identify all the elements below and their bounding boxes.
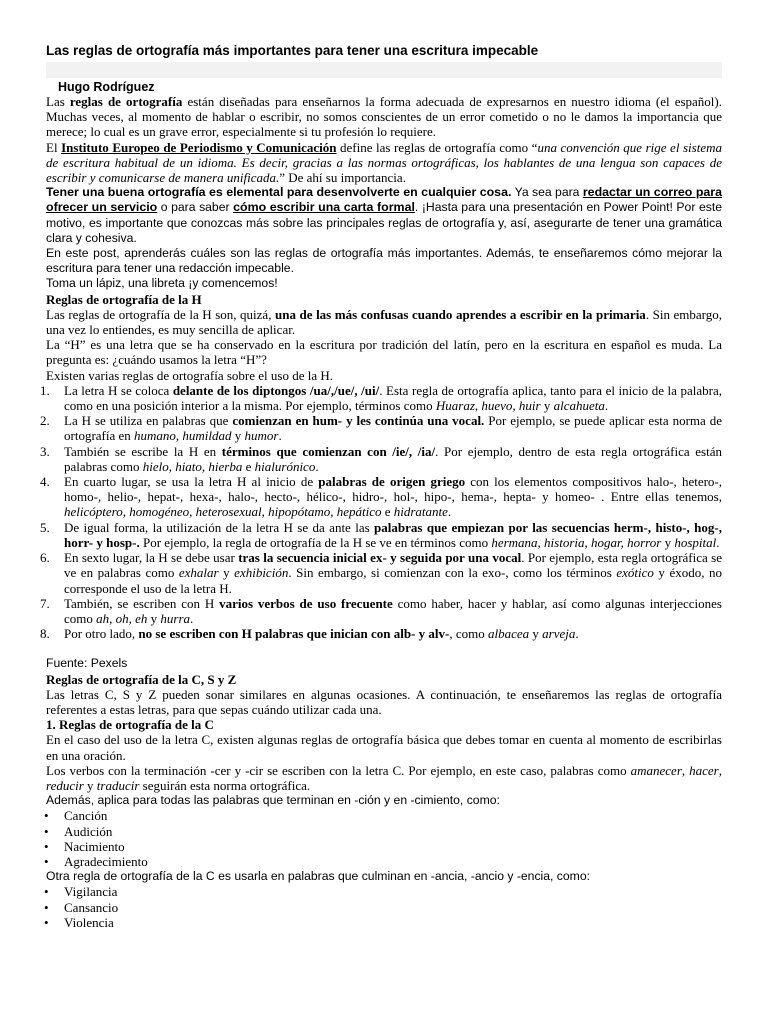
list-item: 3. También se escribe la H en términos que comienzan con /ie/, /ia/. Por ejemplo, dentro de esta regla ortográfica están palabras como hielo, hiato, hierba e hialurónico. (40, 443, 722, 474)
section-h-heading: Reglas de ortografía de la H (46, 291, 202, 307)
intro-paragraph-1: Las reglas de ortografía están diseñadas para enseñarnos la forma adecuada de expresarnos en nuestro idioma (el español). Muchas veces, al momento de hablar o escribir, no somos conscientes de un error cometido o no le damos la importancia que merece; lo cual es un grave error, especialmente si tu profesión lo requiere. (46, 94, 722, 140)
intro-paragraph-5: Toma un lápiz, una libreta ¡y comencemos! (46, 276, 278, 291)
list-item: 4. En cuarto lugar, se usa la letra H al inicio de palabras de origen griego con los elementos compositivos halo-, hetero-, homo-, helio-, hepat-, hexa-, halo-, hecto-, hélico-, hidro-, hol-, hipo-, hema-, hepta- y homeo- . Entre ellas tenemos, helicóptero, homogéneo, heterosexual, hipopótamo, hepático e hidratante. (40, 474, 722, 520)
list-item: • Cansancio (44, 899, 119, 915)
carta-formal-link[interactable]: cómo escribir una carta formal (233, 200, 415, 215)
list-item: • Audición (44, 823, 113, 839)
section-c-paragraph-3: Además, aplica para todas las palabras que terminan en -ción y en -cimiento, como: (46, 793, 500, 808)
intro-paragraph-2: El Instituto Europeo de Periodismo y Comunicación define las reglas de ortografía como “una convención que rige el sistema de escritura habitual de un idioma. Es decir, gracias a las normas ortográficas, los hablantes de una lengua son capaces de escribir y comunicarse de manera unificada.” De ahí su importancia. (46, 139, 722, 186)
h-rules-list (40, 382, 723, 642)
section-c-paragraph-1: En el caso del uso de la letra C, existen algunas reglas de ortografía básica que debes tomar en cuenta al momento de escribirlas en una oración. (46, 732, 722, 763)
list-item: • Vigilancia (44, 884, 118, 900)
institute-link[interactable]: Instituto Europeo de Periodismo y Comunicación (61, 139, 337, 155)
section-c-paragraph-2: Los verbos con la terminación -cer y -cir se escriben con la letra C. Por ejemplo, en este caso, palabras como amanecer, hacer, reducir y traducir seguirán esta norma ortográfica. (46, 762, 722, 793)
list-item: • Violencia (44, 914, 114, 930)
document-body (40, 94, 723, 930)
section-h-paragraph-2: La “H” es una letra que se ha conservado en la escritura por tradición del latín, pero en la escritura en español es muda. La pregunta es: ¿cuándo usamos la letra “H”? (46, 337, 722, 368)
list-item: • Canción (44, 808, 108, 824)
list-item: 6. En sexto lugar, la H se debe usar tras la secuencia inicial ex- y seguida por una vocal. Por ejemplo, esta regla ortográfica se ve en palabras como exhalar y exhibición. Sin embargo, si comienzan con la exo-, como los términos exótico y éxodo, no corresponde el uso de la letra H. (40, 550, 722, 596)
list-item: • Agradecimiento (44, 853, 148, 869)
spacer (46, 641, 722, 656)
author-name: Hugo Rodríguez (58, 80, 155, 94)
intro-paragraph-3: Tener una buena ortografía es elemental para desenvolverte en cualquier cosa. Ya sea para redactar un correo para ofrecer un servicio o para saber cómo escribir una carta formal. ¡Hasta para una presentación en Power Point! Por este motivo, es importante que conozcas más sobre las principales reglas de ortografía y, así, asegurarte de tener una gramática clara y cohesiva. (46, 185, 723, 245)
image-source: Fuente: Pexels (46, 656, 128, 671)
list-item: 2. La H se utiliza en palabras que comienzan en hum- y les continúa una vocal. Por ejemplo, se puede aplicar esta norma de ortografía en humano, humildad y humor. (40, 413, 723, 444)
list-item: 1. La letra H se coloca delante de los diptongos /ua/,/ue/, /ui/. Esta regla de ortografía aplica, tanto para el inicio de la palabra, como en una posición interior a la misma. Por ejemplo, términos como Huaraz, huevo, huir y alcahueta. (40, 382, 722, 414)
section-h-paragraph-3: Existen varias reglas de ortografía sobre el uso de la H. (46, 367, 333, 383)
list-item: 8. Por otro lado, no se escriben con H palabras que inician con alb- y alv-, como albacea y arveja. (40, 626, 579, 642)
redactar-correo-link[interactable]: redactar un correo para ofrecer un servicio (46, 185, 723, 215)
section-csz-heading: Reglas de ortografía de la C, S y Z (46, 671, 237, 687)
cion-words-list (46, 808, 722, 869)
section-csz-paragraph-1: Las letras C, S y Z pueden sonar similares en algunas ocasiones. A continuación, te enseñaremos las reglas de ortografía referentes a estas letras, para que sepas cuándo utilizar cada una. (46, 686, 722, 717)
list-item: • Nacimiento (44, 838, 125, 854)
section-h-paragraph-1: Las reglas de ortografía de la H son, quizá, una de las más confusas cuando aprendes a escribir en la primaria. Sin embargo, una vez lo entiendes, es muy sencilla de aplicar. (46, 306, 722, 338)
intro-paragraph-4: En este post, aprenderás cuáles son las reglas de ortografía más importantes. Además, te enseñaremos cómo mejorar la escritura para tener una redacción impecable. (46, 246, 722, 276)
section-c-subheading: 1. Reglas de ortografía de la C (46, 717, 214, 733)
section-c-paragraph-4: Otra regla de ortografía de la C es usarla en palabras que culminan en -ancia, -ancio y -encia, como: (46, 869, 590, 884)
ancia-words-list (46, 884, 722, 930)
list-item: 7. También, se escriben con H varios verbos de uso frecuente como haber, hacer y hablar, así como algunas interjecciones como ah, oh, eh y hurra. (40, 595, 722, 626)
header-bar (46, 62, 722, 78)
document-title: Las reglas de ortografía más importantes para tener una escritura impecable (46, 43, 539, 58)
list-item: 5. De igual forma, la utilización de la letra H se da ante las palabras que empiezan por las secuencias herm-, histo-, hog-, horr- y hosp-. Por ejemplo, la regla de ortografía de la H se ve en términos como hermana, historia, hogar, horror y hospital. (40, 519, 722, 550)
